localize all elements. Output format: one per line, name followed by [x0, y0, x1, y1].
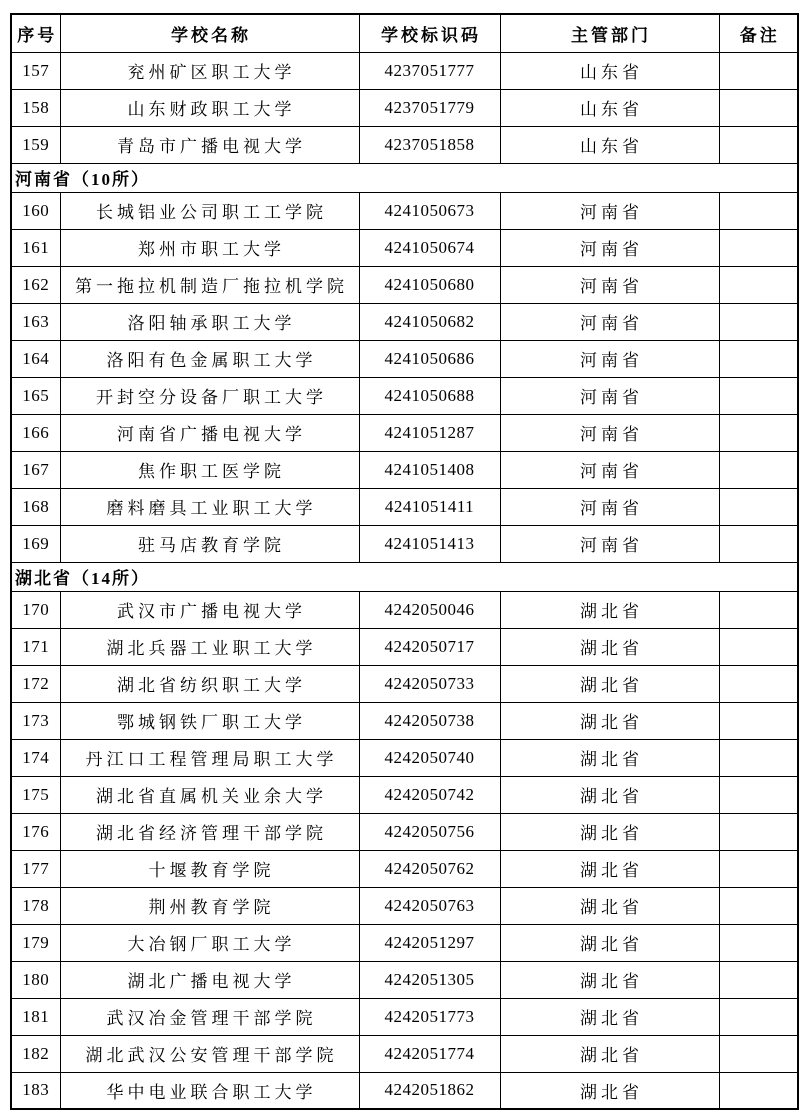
dept-cell: 山东省 [500, 52, 719, 89]
school-name-cell: 丹江口工程管理局职工大学 [60, 739, 359, 776]
note-cell [719, 776, 798, 813]
school-code-cell: 4242051862 [359, 1072, 500, 1109]
school-code-cell: 4242050763 [359, 887, 500, 924]
dept-cell: 山东省 [500, 89, 719, 126]
dept-cell: 湖北省 [500, 813, 719, 850]
dept-cell: 湖北省 [500, 702, 719, 739]
dept-cell: 河南省 [500, 303, 719, 340]
note-cell [719, 1035, 798, 1072]
note-cell [719, 414, 798, 451]
dept-cell: 湖北省 [500, 961, 719, 998]
school-code-cell: 4241051287 [359, 414, 500, 451]
note-cell [719, 266, 798, 303]
school-code-cell: 4241050686 [359, 340, 500, 377]
dept-cell: 湖北省 [500, 998, 719, 1035]
school-code-cell: 4242050046 [359, 591, 500, 628]
school-name-cell: 第一拖拉机制造厂拖拉机学院 [60, 266, 359, 303]
dept-cell: 河南省 [500, 451, 719, 488]
school-code-cell: 4237051858 [359, 126, 500, 163]
row-number-cell: 183 [11, 1072, 60, 1109]
row-number-cell: 179 [11, 924, 60, 961]
note-cell [719, 89, 798, 126]
table-row [11, 340, 798, 377]
province-section-label: 河南省（10所） [11, 163, 798, 192]
note-cell [719, 451, 798, 488]
school-name-cell: 山东财政职工大学 [60, 89, 359, 126]
dept-cell: 河南省 [500, 266, 719, 303]
table-row [11, 303, 798, 340]
table-row [11, 924, 798, 961]
table-row [11, 377, 798, 414]
table-row [11, 451, 798, 488]
table-row [11, 488, 798, 525]
table-row [11, 998, 798, 1035]
school-name-cell: 大冶钢厂职工大学 [60, 924, 359, 961]
school-code-cell: 4237051779 [359, 89, 500, 126]
row-number-cell: 161 [11, 229, 60, 266]
dept-cell: 河南省 [500, 340, 719, 377]
note-cell [719, 192, 798, 229]
table-body [11, 52, 798, 1109]
row-number-cell: 171 [11, 628, 60, 665]
school-name-cell: 荆州教育学院 [60, 887, 359, 924]
row-number-cell: 168 [11, 488, 60, 525]
school-code-cell: 4241050682 [359, 303, 500, 340]
row-number-cell: 166 [11, 414, 60, 451]
table-row [11, 591, 798, 628]
table-row [11, 266, 798, 303]
row-number-cell: 162 [11, 266, 60, 303]
school-code-cell: 4242050762 [359, 850, 500, 887]
row-number-cell: 164 [11, 340, 60, 377]
dept-cell: 湖北省 [500, 887, 719, 924]
dept-cell: 湖北省 [500, 850, 719, 887]
dept-cell: 湖北省 [500, 1035, 719, 1072]
row-number-cell: 167 [11, 451, 60, 488]
column-header-code: 学校标识码 [359, 14, 500, 52]
table-row [11, 525, 798, 562]
row-number-cell: 177 [11, 850, 60, 887]
row-number-cell: 173 [11, 702, 60, 739]
school-code-cell: 4242050742 [359, 776, 500, 813]
row-number-cell: 178 [11, 887, 60, 924]
row-number-cell: 172 [11, 665, 60, 702]
school-list-table [10, 13, 799, 1110]
note-cell [719, 525, 798, 562]
table-row [11, 89, 798, 126]
row-number-cell: 176 [11, 813, 60, 850]
table-row [11, 229, 798, 266]
row-number-cell: 181 [11, 998, 60, 1035]
table-row [11, 192, 798, 229]
school-name-cell: 武汉市广播电视大学 [60, 591, 359, 628]
note-cell [719, 303, 798, 340]
school-code-cell: 4237051777 [359, 52, 500, 89]
table-row [11, 665, 798, 702]
dept-cell: 河南省 [500, 229, 719, 266]
school-code-cell: 4241050680 [359, 266, 500, 303]
school-code-cell: 4241051413 [359, 525, 500, 562]
table-row [11, 813, 798, 850]
dept-cell: 湖北省 [500, 924, 719, 961]
school-name-cell: 洛阳有色金属职工大学 [60, 340, 359, 377]
table-row [11, 1072, 798, 1109]
school-name-cell: 武汉冶金管理干部学院 [60, 998, 359, 1035]
school-code-cell: 4242051774 [359, 1035, 500, 1072]
school-code-cell: 4242050717 [359, 628, 500, 665]
note-cell [719, 1072, 798, 1109]
school-code-cell: 4242050733 [359, 665, 500, 702]
note-cell [719, 924, 798, 961]
province-section-row [11, 163, 798, 192]
row-number-cell: 182 [11, 1035, 60, 1072]
row-number-cell: 157 [11, 52, 60, 89]
row-number-cell: 163 [11, 303, 60, 340]
dept-cell: 河南省 [500, 192, 719, 229]
table-row [11, 850, 798, 887]
row-number-cell: 159 [11, 126, 60, 163]
school-name-cell: 兖州矿区职工大学 [60, 52, 359, 89]
dept-cell: 湖北省 [500, 1072, 719, 1109]
header-row [11, 14, 798, 52]
note-cell [719, 813, 798, 850]
school-code-cell: 4241051411 [359, 488, 500, 525]
table-row [11, 961, 798, 998]
note-cell [719, 340, 798, 377]
school-code-cell: 4242051773 [359, 998, 500, 1035]
province-section-label: 湖北省（14所） [11, 562, 798, 591]
note-cell [719, 126, 798, 163]
dept-cell: 河南省 [500, 525, 719, 562]
row-number-cell: 169 [11, 525, 60, 562]
school-name-cell: 鄂城钢铁厂职工大学 [60, 702, 359, 739]
note-cell [719, 52, 798, 89]
school-name-cell: 湖北省经济管理干部学院 [60, 813, 359, 850]
school-name-cell: 驻马店教育学院 [60, 525, 359, 562]
column-header-no: 序号 [11, 14, 60, 52]
school-name-cell: 湖北省直属机关业余大学 [60, 776, 359, 813]
school-name-cell: 华中电业联合职工大学 [60, 1072, 359, 1109]
column-header-name: 学校名称 [60, 14, 359, 52]
row-number-cell: 180 [11, 961, 60, 998]
table-row [11, 702, 798, 739]
school-name-cell: 郑州市职工大学 [60, 229, 359, 266]
row-number-cell: 175 [11, 776, 60, 813]
note-cell [719, 377, 798, 414]
table-row [11, 1035, 798, 1072]
dept-cell: 山东省 [500, 126, 719, 163]
row-number-cell: 165 [11, 377, 60, 414]
school-code-cell: 4241050674 [359, 229, 500, 266]
table-row [11, 628, 798, 665]
dept-cell: 湖北省 [500, 776, 719, 813]
table-row [11, 887, 798, 924]
note-cell [719, 702, 798, 739]
school-name-cell: 湖北省纺织职工大学 [60, 665, 359, 702]
school-code-cell: 4241050688 [359, 377, 500, 414]
row-number-cell: 174 [11, 739, 60, 776]
school-name-cell: 焦作职工医学院 [60, 451, 359, 488]
school-name-cell: 长城铝业公司职工工学院 [60, 192, 359, 229]
province-section-row [11, 562, 798, 591]
school-name-cell: 磨料磨具工业职工大学 [60, 488, 359, 525]
dept-cell: 河南省 [500, 377, 719, 414]
dept-cell: 湖北省 [500, 591, 719, 628]
school-name-cell: 河南省广播电视大学 [60, 414, 359, 451]
row-number-cell: 158 [11, 89, 60, 126]
school-code-cell: 4242051297 [359, 924, 500, 961]
school-name-cell: 洛阳轴承职工大学 [60, 303, 359, 340]
dept-cell: 河南省 [500, 414, 719, 451]
note-cell [719, 229, 798, 266]
school-name-cell: 湖北广播电视大学 [60, 961, 359, 998]
dept-cell: 湖北省 [500, 665, 719, 702]
school-code-cell: 4241050673 [359, 192, 500, 229]
note-cell [719, 961, 798, 998]
table-row [11, 52, 798, 89]
note-cell [719, 850, 798, 887]
school-name-cell: 湖北兵器工业职工大学 [60, 628, 359, 665]
note-cell [719, 591, 798, 628]
table-row [11, 414, 798, 451]
table-row [11, 776, 798, 813]
note-cell [719, 488, 798, 525]
note-cell [719, 998, 798, 1035]
column-header-note: 备注 [719, 14, 798, 52]
row-number-cell: 170 [11, 591, 60, 628]
row-number-cell: 160 [11, 192, 60, 229]
school-name-cell: 十堰教育学院 [60, 850, 359, 887]
school-code-cell: 4241051408 [359, 451, 500, 488]
note-cell [719, 665, 798, 702]
note-cell [719, 887, 798, 924]
school-name-cell: 开封空分设备厂职工大学 [60, 377, 359, 414]
note-cell [719, 739, 798, 776]
school-name-cell: 湖北武汉公安管理干部学院 [60, 1035, 359, 1072]
dept-cell: 湖北省 [500, 628, 719, 665]
table-row [11, 126, 798, 163]
school-name-cell: 青岛市广播电视大学 [60, 126, 359, 163]
note-cell [719, 628, 798, 665]
column-header-dept: 主管部门 [500, 14, 719, 52]
dept-cell: 河南省 [500, 488, 719, 525]
school-code-cell: 4242050756 [359, 813, 500, 850]
dept-cell: 湖北省 [500, 739, 719, 776]
school-code-cell: 4242050740 [359, 739, 500, 776]
school-code-cell: 4242050738 [359, 702, 500, 739]
school-code-cell: 4242051305 [359, 961, 500, 998]
table-row [11, 739, 798, 776]
